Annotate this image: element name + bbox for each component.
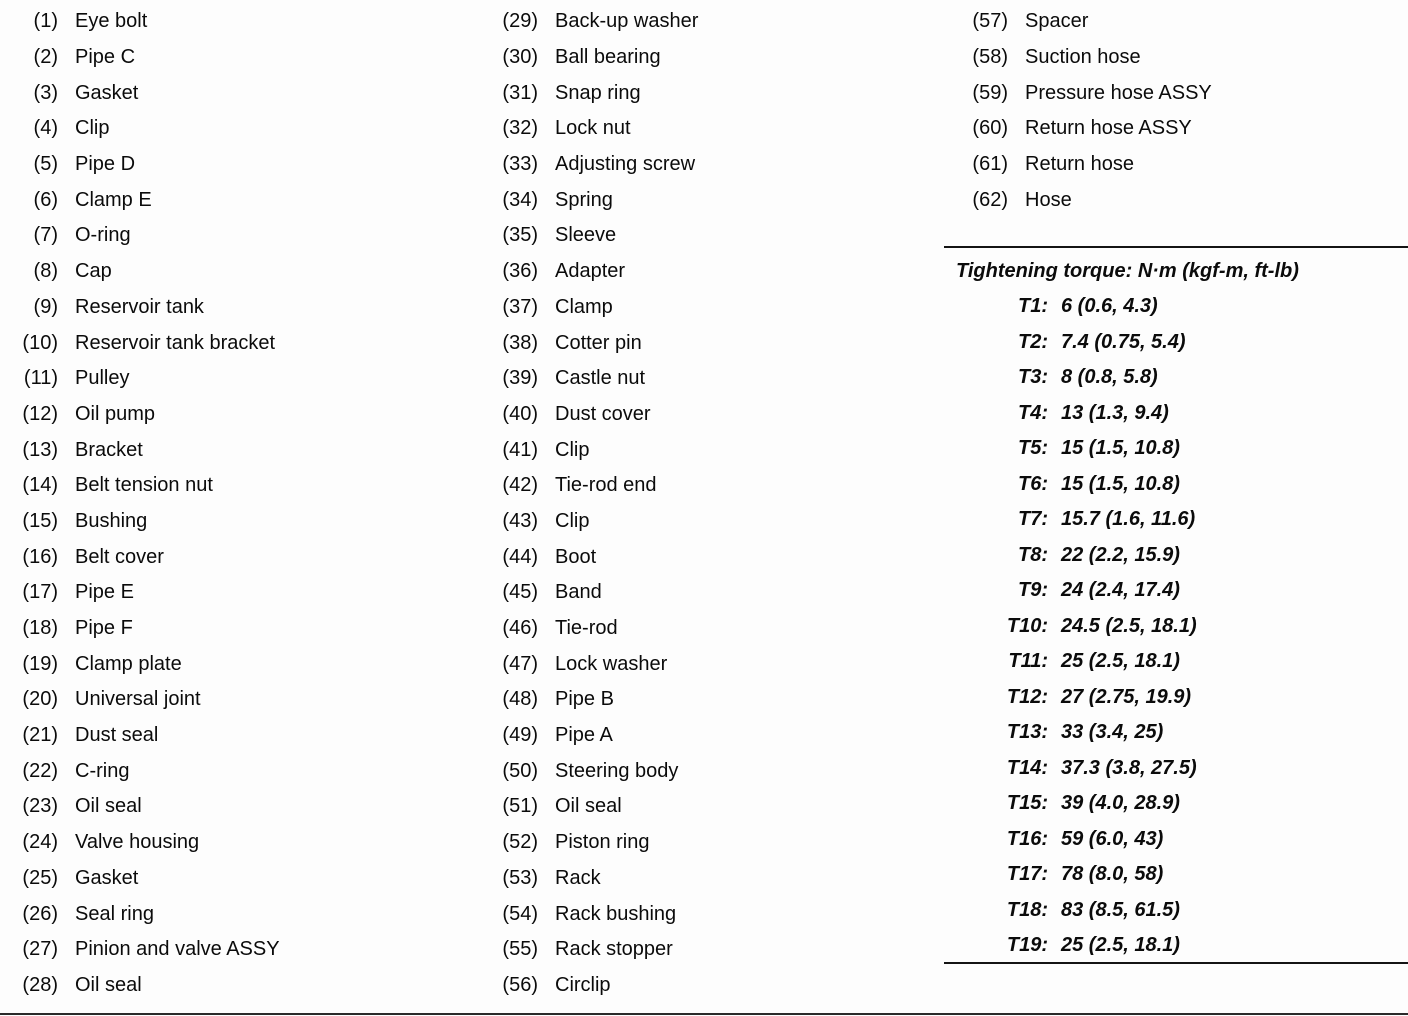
torque-row bbox=[956, 360, 1408, 396]
part-number: (27) bbox=[22, 938, 58, 961]
parts-list-item bbox=[956, 111, 1212, 147]
torque-id: T19: bbox=[1006, 934, 1048, 957]
parts-list-item bbox=[486, 968, 698, 1004]
parts-list-item bbox=[486, 361, 698, 397]
torque-row bbox=[956, 822, 1408, 858]
part-label: Rack bbox=[555, 866, 601, 889]
part-number: (55) bbox=[502, 938, 538, 961]
part-number: (14) bbox=[22, 474, 58, 497]
torque-value: 78 (8.0, 58) bbox=[1061, 863, 1164, 886]
parts-list-item bbox=[486, 861, 698, 897]
torque-id: T13: bbox=[1006, 721, 1048, 744]
part-label: Pipe A bbox=[555, 724, 613, 747]
part-number: (18) bbox=[22, 617, 58, 640]
part-number: (49) bbox=[502, 724, 538, 747]
part-number: (45) bbox=[502, 581, 538, 604]
parts-list-item bbox=[6, 646, 280, 682]
parts-list-item bbox=[6, 611, 280, 647]
part-number: (48) bbox=[502, 688, 538, 711]
parts-list-item bbox=[486, 218, 698, 254]
torque-id: T11: bbox=[1008, 650, 1048, 673]
parts-list-item bbox=[6, 182, 280, 218]
part-label: Clamp bbox=[555, 295, 613, 318]
part-number: (19) bbox=[22, 652, 58, 675]
part-number: (44) bbox=[502, 545, 538, 568]
part-number: (61) bbox=[972, 153, 1008, 176]
torque-value: 59 (6.0, 43) bbox=[1061, 827, 1164, 850]
torque-value: 22 (2.2, 15.9) bbox=[1061, 543, 1180, 566]
part-label: Rack bushing bbox=[555, 902, 677, 925]
part-number: (33) bbox=[502, 153, 538, 176]
part-number: (51) bbox=[502, 795, 538, 818]
part-label: Adjusting screw bbox=[555, 153, 696, 176]
parts-list-item bbox=[486, 40, 698, 76]
part-number: (32) bbox=[502, 117, 538, 140]
part-number: (6) bbox=[33, 188, 58, 211]
part-number: (42) bbox=[502, 474, 538, 497]
part-number: (2) bbox=[33, 46, 58, 69]
parts-list-item bbox=[486, 646, 698, 682]
part-label: Cotter pin bbox=[555, 331, 642, 354]
part-number: (56) bbox=[502, 973, 538, 996]
part-label: Back-up washer bbox=[555, 10, 699, 33]
part-label: Suction hose bbox=[1025, 46, 1141, 69]
part-label: Gasket bbox=[75, 81, 139, 104]
part-label: Reservoir tank bbox=[75, 295, 204, 318]
torque-row bbox=[956, 396, 1408, 432]
torque-value: 6 (0.6, 4.3) bbox=[1061, 295, 1158, 318]
parts-list-item bbox=[486, 75, 698, 111]
parts-list-item bbox=[6, 932, 280, 968]
part-label: Oil seal bbox=[75, 795, 142, 818]
part-number: (31) bbox=[502, 81, 538, 104]
torque-row bbox=[956, 467, 1408, 503]
part-number: (53) bbox=[502, 866, 538, 889]
part-label: O-ring bbox=[75, 224, 131, 247]
part-label: Boot bbox=[555, 545, 597, 568]
torque-row bbox=[956, 431, 1408, 467]
part-label: Pipe C bbox=[75, 46, 136, 69]
parts-list-item bbox=[486, 825, 698, 861]
part-label: Clip bbox=[75, 117, 110, 140]
parts-list-item bbox=[6, 575, 280, 611]
parts-list-item bbox=[486, 896, 698, 932]
torque-row bbox=[956, 644, 1408, 680]
part-label: Tie-rod bbox=[555, 617, 618, 640]
parts-list-item bbox=[956, 147, 1212, 183]
parts-list-item bbox=[6, 254, 280, 290]
torque-row bbox=[956, 538, 1408, 574]
parts-list-item bbox=[486, 682, 698, 718]
parts-list-item bbox=[486, 432, 698, 468]
part-number: (54) bbox=[502, 902, 538, 925]
parts-list-item bbox=[486, 325, 698, 361]
part-label: Valve housing bbox=[75, 831, 200, 854]
parts-list-item bbox=[6, 968, 280, 1004]
torque-row bbox=[956, 289, 1408, 325]
part-number: (23) bbox=[22, 795, 58, 818]
parts-list-item bbox=[486, 254, 698, 290]
part-label: Return hose ASSY bbox=[1025, 117, 1192, 140]
torque-id: T8: bbox=[1018, 543, 1048, 566]
parts-list-item bbox=[6, 896, 280, 932]
part-number: (29) bbox=[502, 10, 538, 33]
parts-list-item bbox=[6, 147, 280, 183]
part-number: (3) bbox=[33, 81, 58, 104]
torque-row bbox=[956, 751, 1408, 787]
torque-value: 8 (0.8, 5.8) bbox=[1061, 366, 1158, 389]
part-number: (35) bbox=[502, 224, 538, 247]
parts-column-3 bbox=[956, 4, 1212, 218]
part-label: Universal joint bbox=[75, 688, 201, 711]
part-label: Steering body bbox=[555, 759, 679, 782]
torque-id: T18: bbox=[1006, 898, 1048, 921]
torque-table-title: Tightening torque: N·m (kgf-m, ft-lb) bbox=[956, 259, 1299, 282]
torque-rows bbox=[956, 289, 1408, 964]
torque-row bbox=[956, 609, 1408, 645]
part-number: (7) bbox=[33, 224, 58, 247]
part-label: Adapter bbox=[555, 260, 626, 283]
part-label: Clamp E bbox=[75, 188, 152, 211]
parts-list-item bbox=[486, 182, 698, 218]
part-number: (39) bbox=[502, 367, 538, 390]
torque-value: 15 (1.5, 10.8) bbox=[1061, 437, 1180, 460]
parts-list-item bbox=[6, 861, 280, 897]
parts-list-item bbox=[486, 504, 698, 540]
part-number: (57) bbox=[972, 10, 1008, 33]
part-label: Oil seal bbox=[75, 973, 142, 996]
part-number: (5) bbox=[33, 153, 58, 176]
parts-list-item bbox=[6, 290, 280, 326]
part-number: (15) bbox=[22, 509, 58, 532]
torque-id: T9: bbox=[1018, 579, 1048, 602]
part-label: Snap ring bbox=[555, 81, 641, 104]
part-label: Ball bearing bbox=[555, 46, 661, 69]
parts-column-2 bbox=[486, 4, 698, 1003]
parts-list-item bbox=[6, 468, 280, 504]
part-label: Belt tension nut bbox=[75, 474, 213, 497]
part-label: Clamp plate bbox=[75, 652, 182, 675]
parts-column-1 bbox=[6, 4, 280, 1003]
torque-value: 39 (4.0, 28.9) bbox=[1061, 792, 1180, 815]
parts-list-item bbox=[6, 325, 280, 361]
part-number: (34) bbox=[502, 188, 538, 211]
parts-list-item bbox=[486, 539, 698, 575]
parts-list-item bbox=[6, 753, 280, 789]
parts-list-item bbox=[6, 40, 280, 76]
part-number: (60) bbox=[972, 117, 1008, 140]
torque-id: T7: bbox=[1018, 508, 1048, 531]
parts-list-item bbox=[486, 611, 698, 647]
part-label: Clip bbox=[555, 509, 590, 532]
part-label: Clip bbox=[555, 438, 590, 461]
part-label: Gasket bbox=[75, 866, 139, 889]
part-label: Pipe F bbox=[75, 617, 133, 640]
part-label: Reservoir tank bracket bbox=[75, 331, 276, 354]
parts-list-item bbox=[6, 825, 280, 861]
torque-row bbox=[956, 573, 1408, 609]
parts-list-item bbox=[6, 4, 280, 40]
parts-list-item bbox=[486, 468, 698, 504]
part-number: (21) bbox=[22, 724, 58, 747]
part-label: Band bbox=[555, 581, 602, 604]
parts-list-item bbox=[6, 218, 280, 254]
torque-id: T17: bbox=[1006, 863, 1048, 886]
part-label: Eye bolt bbox=[75, 10, 148, 33]
parts-list-item bbox=[486, 147, 698, 183]
parts-list-item bbox=[956, 40, 1212, 76]
part-number: (24) bbox=[22, 831, 58, 854]
parts-list-item bbox=[486, 753, 698, 789]
part-label: Belt cover bbox=[75, 545, 164, 568]
part-number: (25) bbox=[22, 866, 58, 889]
parts-list-item bbox=[956, 75, 1212, 111]
parts-list-item bbox=[6, 432, 280, 468]
torque-id: T6: bbox=[1018, 472, 1048, 495]
parts-list-item bbox=[6, 789, 280, 825]
part-number: (46) bbox=[502, 617, 538, 640]
part-label: Return hose bbox=[1025, 153, 1134, 176]
part-label: Bushing bbox=[75, 509, 148, 532]
parts-list-item bbox=[956, 4, 1212, 40]
torque-value: 7.4 (0.75, 5.4) bbox=[1061, 330, 1186, 353]
torque-id: T3: bbox=[1018, 366, 1048, 389]
parts-list-item bbox=[6, 75, 280, 111]
part-number: (11) bbox=[23, 367, 58, 390]
part-number: (9) bbox=[33, 295, 58, 318]
parts-list-item bbox=[6, 504, 280, 540]
part-label: C-ring bbox=[75, 759, 130, 782]
part-label: Pipe B bbox=[555, 688, 614, 711]
torque-value: 15.7 (1.6, 11.6) bbox=[1061, 508, 1196, 531]
part-number: (41) bbox=[502, 438, 538, 461]
parts-list-item bbox=[486, 111, 698, 147]
part-label: Castle nut bbox=[555, 367, 646, 390]
part-number: (26) bbox=[22, 902, 58, 925]
part-label: Oil seal bbox=[555, 795, 622, 818]
part-label: Pressure hose ASSY bbox=[1025, 81, 1212, 104]
page-bottom-rule bbox=[0, 1013, 1408, 1015]
part-label: Pipe D bbox=[75, 153, 136, 176]
part-label: Lock nut bbox=[555, 117, 631, 140]
part-number: (17) bbox=[22, 581, 58, 604]
part-label: Tie-rod end bbox=[555, 474, 657, 497]
part-number: (28) bbox=[22, 973, 58, 996]
parts-list-item bbox=[6, 361, 280, 397]
part-number: (40) bbox=[502, 402, 538, 425]
torque-value: 25 (2.5, 18.1) bbox=[1061, 934, 1180, 957]
torque-row bbox=[956, 715, 1408, 751]
torque-row bbox=[956, 786, 1408, 822]
parts-list-item bbox=[6, 397, 280, 433]
torque-id: T14: bbox=[1006, 756, 1048, 779]
torque-value: 25 (2.5, 18.1) bbox=[1061, 650, 1180, 673]
torque-value: 15 (1.5, 10.8) bbox=[1061, 472, 1180, 495]
part-label: Cap bbox=[75, 260, 112, 283]
torque-row bbox=[956, 502, 1408, 538]
parts-list-item bbox=[956, 182, 1212, 218]
part-label: Piston ring bbox=[555, 831, 650, 854]
torque-id: T1: bbox=[1018, 295, 1048, 318]
torque-id: T12: bbox=[1006, 685, 1048, 708]
part-label: Circlip bbox=[555, 973, 611, 996]
part-label: Dust cover bbox=[555, 402, 651, 425]
part-number: (12) bbox=[22, 402, 58, 425]
torque-value: 24.5 (2.5, 18.1) bbox=[1061, 614, 1197, 637]
torque-row bbox=[956, 893, 1408, 929]
parts-list-item bbox=[486, 932, 698, 968]
torque-value: 24 (2.4, 17.4) bbox=[1061, 579, 1180, 602]
part-label: Rack stopper bbox=[555, 938, 673, 961]
torque-id: T4: bbox=[1018, 401, 1048, 424]
part-label: Lock washer bbox=[555, 652, 668, 675]
torque-id: T10: bbox=[1006, 614, 1048, 637]
part-number: (50) bbox=[502, 759, 538, 782]
part-number: (37) bbox=[502, 295, 538, 318]
part-label: Sleeve bbox=[555, 224, 617, 247]
part-label: Spring bbox=[555, 188, 613, 211]
part-number: (1) bbox=[33, 10, 58, 33]
part-label: Pinion and valve ASSY bbox=[75, 938, 280, 961]
parts-list-item bbox=[6, 718, 280, 754]
part-label: Oil pump bbox=[75, 402, 156, 425]
part-number: (10) bbox=[22, 331, 58, 354]
torque-id: T2: bbox=[1018, 330, 1048, 353]
parts-list-item bbox=[486, 4, 698, 40]
part-number: (13) bbox=[22, 438, 58, 461]
parts-list-item bbox=[486, 718, 698, 754]
parts-list-item bbox=[486, 397, 698, 433]
torque-value: 27 (2.75, 19.9) bbox=[1061, 685, 1192, 708]
torque-value: 37.3 (3.8, 27.5) bbox=[1061, 756, 1197, 779]
torque-id: T16: bbox=[1006, 827, 1048, 850]
parts-list-item bbox=[486, 290, 698, 326]
parts-list-item bbox=[486, 789, 698, 825]
parts-list-item bbox=[6, 539, 280, 575]
part-label: Seal ring bbox=[75, 902, 154, 925]
part-number: (20) bbox=[22, 688, 58, 711]
part-number: (4) bbox=[33, 117, 58, 140]
part-number: (59) bbox=[972, 81, 1008, 104]
torque-row bbox=[956, 680, 1408, 716]
torque-id: T15: bbox=[1006, 792, 1048, 815]
part-label: Dust seal bbox=[75, 724, 159, 747]
torque-value: 83 (8.5, 61.5) bbox=[1061, 898, 1180, 921]
torque-id: T5: bbox=[1018, 437, 1048, 460]
part-number: (62) bbox=[972, 188, 1008, 211]
part-number: (43) bbox=[502, 509, 538, 532]
torque-row bbox=[956, 928, 1408, 964]
part-number: (22) bbox=[22, 759, 58, 782]
part-number: (8) bbox=[33, 260, 58, 283]
torque-row bbox=[956, 325, 1408, 361]
torque-row bbox=[956, 857, 1408, 893]
part-number: (30) bbox=[502, 46, 538, 69]
torque-value: 33 (3.4, 25) bbox=[1061, 721, 1164, 744]
part-label: Hose bbox=[1025, 188, 1072, 211]
part-number: (16) bbox=[22, 545, 58, 568]
part-number: (52) bbox=[502, 831, 538, 854]
part-label: Pulley bbox=[75, 367, 130, 390]
parts-list-item bbox=[6, 682, 280, 718]
parts-list-item bbox=[6, 111, 280, 147]
part-number: (47) bbox=[502, 652, 538, 675]
part-number: (36) bbox=[502, 260, 538, 283]
part-label: Bracket bbox=[75, 438, 143, 461]
part-number: (38) bbox=[502, 331, 538, 354]
part-number: (58) bbox=[972, 46, 1008, 69]
torque-value: 13 (1.3, 9.4) bbox=[1061, 401, 1169, 424]
part-label: Pipe E bbox=[75, 581, 134, 604]
parts-list-item bbox=[486, 575, 698, 611]
torque-table bbox=[944, 246, 1408, 964]
part-label: Spacer bbox=[1025, 10, 1089, 33]
